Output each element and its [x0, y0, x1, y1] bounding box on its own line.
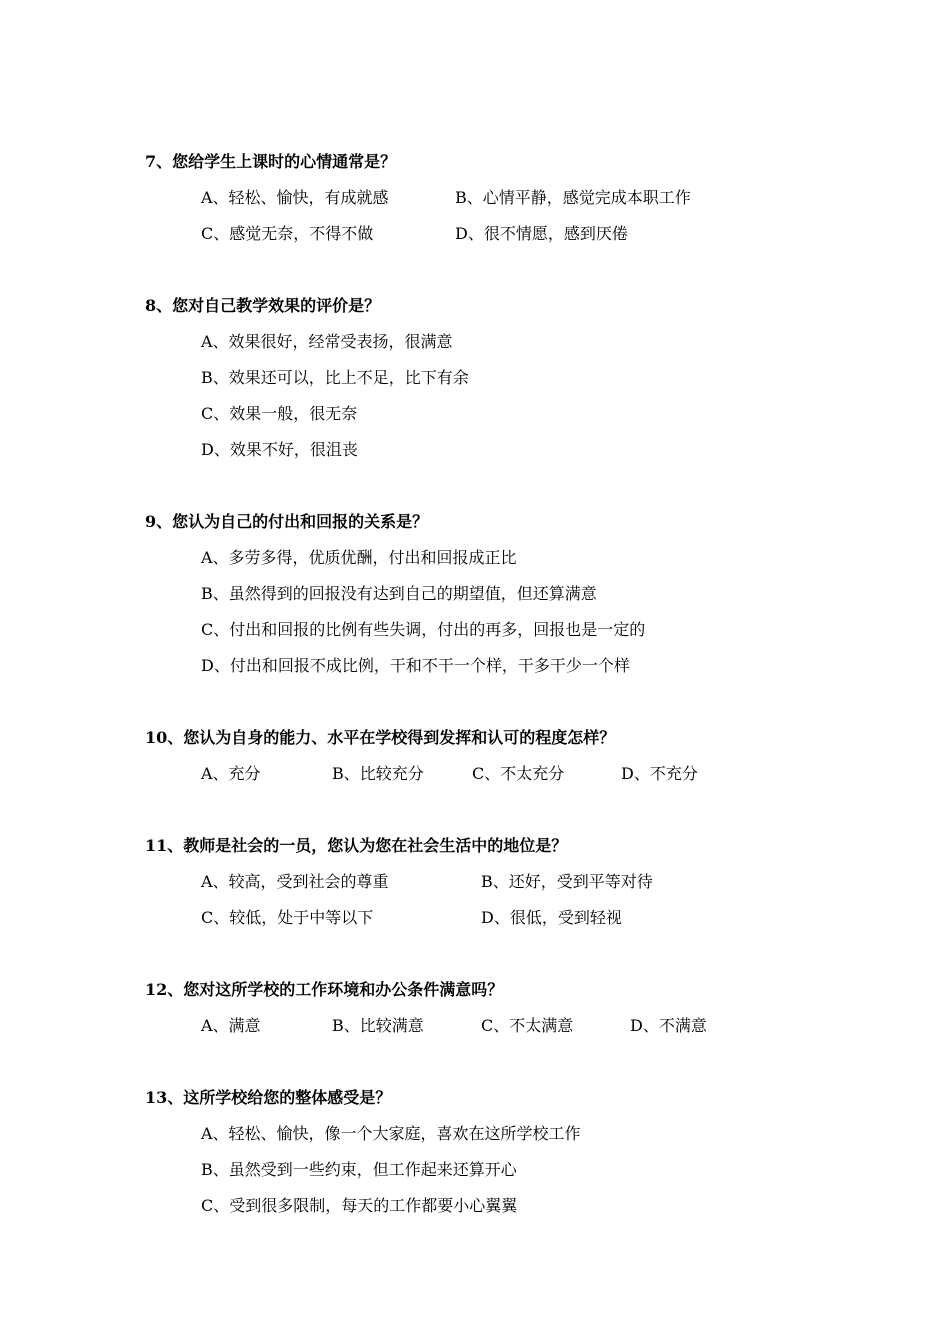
question-12-option-d: D、不满意 — [630, 1016, 707, 1035]
question-7-option-d: D、很不情愿，感到厌倦 — [455, 224, 628, 243]
question-8-option-a: A、效果很好，经常受表扬，很满意 — [201, 332, 453, 351]
question-9-option-a: A、多劳多得，优质优酬，付出和回报成正比 — [201, 548, 517, 567]
question-11-option-d: D、很低，受到轻视 — [481, 908, 622, 927]
question-7-title: 7、您给学生上课时的心情通常是？ — [145, 152, 397, 171]
question-10-option-a: A、充分 — [201, 764, 261, 783]
question-11-option-b: B、还好，受到平等对待 — [481, 872, 653, 891]
question-10-option-b: B、比较充分 — [332, 764, 424, 783]
question-10-title: 10、您认为自身的能力、水平在学校得到发挥和认可的程度怎样？ — [145, 728, 616, 747]
question-11-option-a: A、较高，受到社会的尊重 — [201, 872, 389, 891]
question-7-option-b: B、心情平静，感觉完成本职工作 — [455, 188, 691, 207]
question-10-option-c: C、不太充分 — [472, 764, 565, 783]
question-11-title: 11、教师是社会的一员，您认为您在社会生活中的地位是？ — [145, 836, 568, 855]
question-12-option-c: C、不太满意 — [481, 1016, 574, 1035]
question-13-option-b: B、虽然受到一些约束，但工作起来还算开心 — [201, 1160, 517, 1179]
question-9-title: 9、您认为自己的付出和回报的关系是？ — [145, 512, 429, 531]
question-13-option-a: A、轻松、愉快，像一个大家庭，喜欢在这所学校工作 — [201, 1124, 581, 1143]
question-7-option-a: A、轻松、愉快，有成就感 — [201, 188, 389, 207]
question-9-option-b: B、虽然得到的回报没有达到自己的期望值，但还算满意 — [201, 584, 597, 603]
question-12-option-a: A、满意 — [201, 1016, 261, 1035]
question-13-title: 13、这所学校给您的整体感受是？ — [145, 1088, 392, 1107]
question-12-option-b: B、比较满意 — [332, 1016, 424, 1035]
question-13-option-c: C、受到很多限制，每天的工作都要小心翼翼 — [201, 1196, 518, 1215]
question-8-title: 8、您对自己教学效果的评价是？ — [145, 296, 381, 315]
question-8-option-d: D、效果不好，很沮丧 — [201, 440, 358, 459]
question-7-option-c: C、感觉无奈，不得不做 — [201, 224, 374, 243]
question-9-option-d: D、付出和回报不成比例，干和不干一个样，干多干少一个样 — [201, 656, 630, 675]
question-12-title: 12、您对这所学校的工作环境和办公条件满意吗？ — [145, 980, 504, 999]
question-8-option-b: B、效果还可以，比上不足，比下有余 — [201, 368, 469, 387]
question-9-option-c: C、付出和回报的比例有些失调，付出的再多，回报也是一定的 — [201, 620, 646, 639]
question-11-option-c: C、较低，处于中等以下 — [201, 908, 374, 927]
question-10-option-d: D、不充分 — [621, 764, 698, 783]
question-8-option-c: C、效果一般，很无奈 — [201, 404, 358, 423]
